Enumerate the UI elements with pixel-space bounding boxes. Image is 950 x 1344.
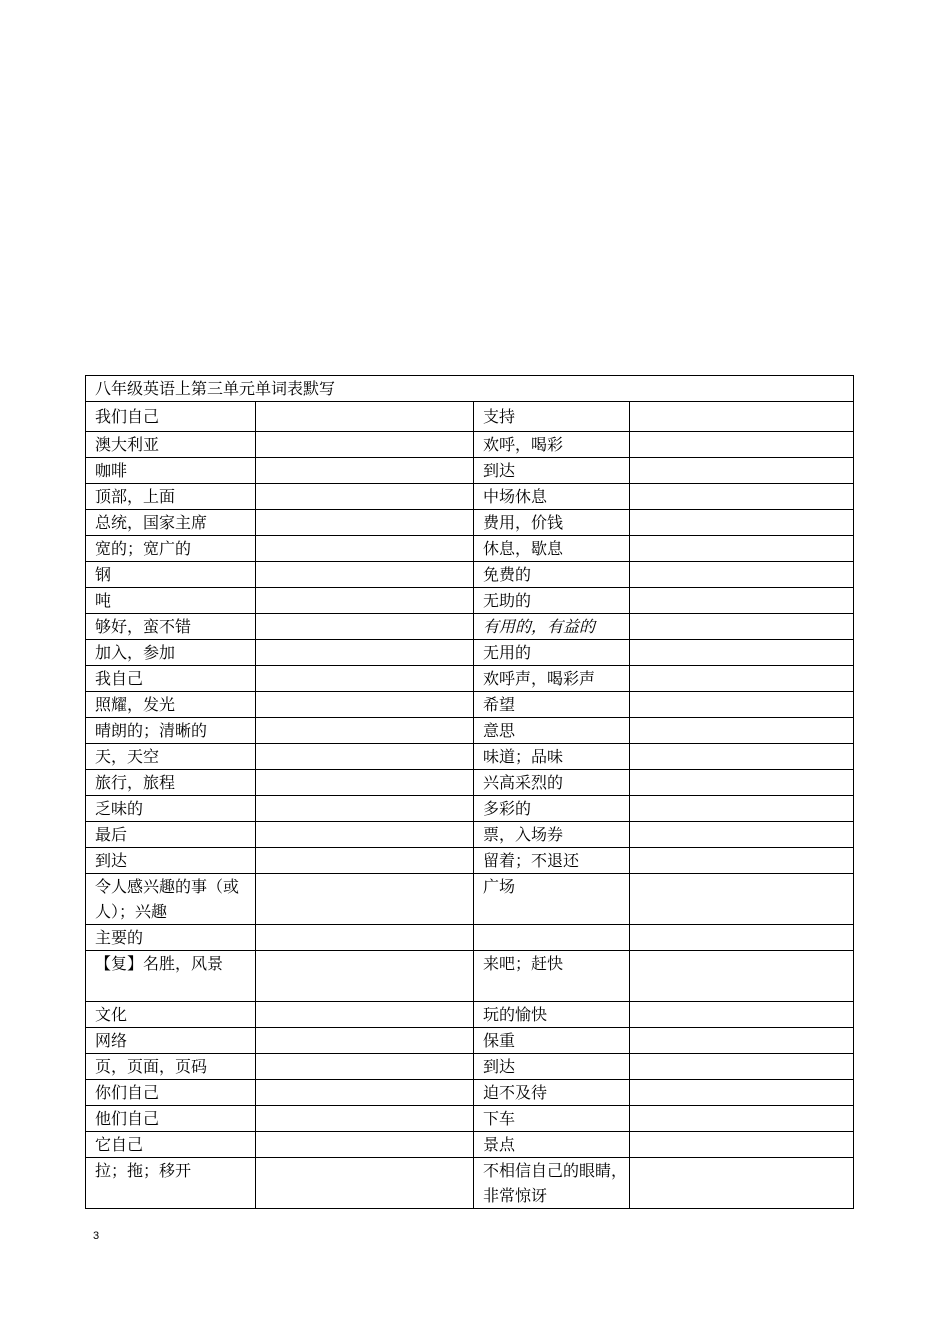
chinese-prompt-left: 澳大利亚 xyxy=(86,432,256,458)
chinese-prompt-right: 景点 xyxy=(474,1132,630,1158)
answer-cell-left[interactable] xyxy=(256,1158,474,1209)
answer-cell-right[interactable] xyxy=(630,718,854,744)
table-row xyxy=(86,1158,854,1209)
answer-cell-left[interactable] xyxy=(256,770,474,796)
table-row xyxy=(86,432,854,458)
answer-cell-right[interactable] xyxy=(630,510,854,536)
table-row xyxy=(86,1002,854,1028)
chinese-prompt-left: 总统，国家主席 xyxy=(86,510,256,536)
chinese-prompt-left: 令人感兴趣的事（或人）；兴趣 xyxy=(86,874,256,925)
answer-cell-right[interactable] xyxy=(630,1054,854,1080)
answer-cell-right[interactable] xyxy=(630,744,854,770)
table-row xyxy=(86,796,854,822)
answer-cell-left[interactable] xyxy=(256,458,474,484)
chinese-prompt-right: 无用的 xyxy=(474,640,630,666)
chinese-prompt-left: 【复】名胜，风景 xyxy=(86,951,256,1002)
chinese-prompt-right: 多彩的 xyxy=(474,796,630,822)
chinese-prompt-right: 欢呼声，喝彩声 xyxy=(474,666,630,692)
answer-cell-right[interactable] xyxy=(630,770,854,796)
answer-cell-right[interactable] xyxy=(630,796,854,822)
chinese-prompt-right: 下车 xyxy=(474,1106,630,1132)
answer-cell-left[interactable] xyxy=(256,1028,474,1054)
answer-cell-right[interactable] xyxy=(630,874,854,925)
answer-cell-right[interactable] xyxy=(630,588,854,614)
answer-cell-left[interactable] xyxy=(256,484,474,510)
chinese-prompt-left: 咖啡 xyxy=(86,458,256,484)
answer-cell-right[interactable] xyxy=(630,692,854,718)
answer-cell-left[interactable] xyxy=(256,1080,474,1106)
table-row xyxy=(86,510,854,536)
table-row xyxy=(86,770,854,796)
table-row xyxy=(86,744,854,770)
chinese-prompt-left: 最后 xyxy=(86,822,256,848)
table-row xyxy=(86,1132,854,1158)
answer-cell-right[interactable] xyxy=(630,1132,854,1158)
answer-cell-right[interactable] xyxy=(630,1028,854,1054)
answer-cell-right[interactable] xyxy=(630,951,854,1002)
table-row xyxy=(86,1054,854,1080)
chinese-prompt-right: 无助的 xyxy=(474,588,630,614)
chinese-prompt-left: 文化 xyxy=(86,1002,256,1028)
chinese-prompt-right: 休息，歇息 xyxy=(474,536,630,562)
chinese-prompt-right: 欢呼，喝彩 xyxy=(474,432,630,458)
answer-cell-left[interactable] xyxy=(256,432,474,458)
answer-cell-right[interactable] xyxy=(630,536,854,562)
chinese-prompt-left: 乏味的 xyxy=(86,796,256,822)
chinese-prompt-right: 保重 xyxy=(474,1028,630,1054)
table-row xyxy=(86,402,854,432)
answer-cell-left[interactable] xyxy=(256,718,474,744)
table-title-row xyxy=(86,376,854,402)
chinese-prompt-right: 中场休息 xyxy=(474,484,630,510)
answer-cell-right[interactable] xyxy=(630,402,854,432)
chinese-prompt-left: 够好，蛮不错 xyxy=(86,614,256,640)
answer-cell-left[interactable] xyxy=(256,796,474,822)
answer-cell-left[interactable] xyxy=(256,666,474,692)
chinese-prompt-left: 加入，参加 xyxy=(86,640,256,666)
chinese-prompt-right: 不相信自己的眼睛，非常惊讶 xyxy=(474,1158,630,1209)
chinese-prompt-right: 有用的，有益的 xyxy=(474,614,630,640)
answer-cell-right[interactable] xyxy=(630,925,854,951)
table-row xyxy=(86,1106,854,1132)
answer-cell-left[interactable] xyxy=(256,1106,474,1132)
chinese-prompt-left: 旅行，旅程 xyxy=(86,770,256,796)
chinese-prompt-right: 兴高采烈的 xyxy=(474,770,630,796)
table-row xyxy=(86,822,854,848)
answer-cell-right[interactable] xyxy=(630,432,854,458)
answer-cell-right[interactable] xyxy=(630,484,854,510)
table-row xyxy=(86,536,854,562)
answer-cell-right[interactable] xyxy=(630,562,854,588)
answer-cell-left[interactable] xyxy=(256,744,474,770)
answer-cell-left[interactable] xyxy=(256,562,474,588)
table-row xyxy=(86,1028,854,1054)
chinese-prompt-left: 主要的 xyxy=(86,925,256,951)
table-row xyxy=(86,562,854,588)
answer-cell-right[interactable] xyxy=(630,822,854,848)
table-row xyxy=(86,484,854,510)
answer-cell-right[interactable] xyxy=(630,640,854,666)
chinese-prompt-left: 页，页面，页码 xyxy=(86,1054,256,1080)
chinese-prompt-left: 网络 xyxy=(86,1028,256,1054)
table-row xyxy=(86,951,854,1002)
page-number: 3 xyxy=(93,1230,100,1242)
chinese-prompt-right: 味道；品味 xyxy=(474,744,630,770)
chinese-prompt-left: 吨 xyxy=(86,588,256,614)
chinese-prompt-left: 钢 xyxy=(86,562,256,588)
table-row xyxy=(86,666,854,692)
answer-cell-left[interactable] xyxy=(256,925,474,951)
table-row xyxy=(86,588,854,614)
answer-cell-right[interactable] xyxy=(630,666,854,692)
chinese-prompt-left: 你们自己 xyxy=(86,1080,256,1106)
answer-cell-left[interactable] xyxy=(256,402,474,432)
answer-cell-left[interactable] xyxy=(256,874,474,925)
chinese-prompt-left: 顶部，上面 xyxy=(86,484,256,510)
answer-cell-left[interactable] xyxy=(256,640,474,666)
chinese-prompt-left: 天，天空 xyxy=(86,744,256,770)
chinese-prompt-left: 我自己 xyxy=(86,666,256,692)
table-row xyxy=(86,1080,854,1106)
answer-cell-left[interactable] xyxy=(256,822,474,848)
chinese-prompt-right: 票，入场券 xyxy=(474,822,630,848)
answer-cell-right[interactable] xyxy=(630,1106,854,1132)
chinese-prompt-right: 希望 xyxy=(474,692,630,718)
chinese-prompt-right: 留着；不退还 xyxy=(474,848,630,874)
answer-cell-left[interactable] xyxy=(256,510,474,536)
chinese-prompt-right: 玩的愉快 xyxy=(474,1002,630,1028)
chinese-prompt-right: 费用，价钱 xyxy=(474,510,630,536)
chinese-prompt-right: 支持 xyxy=(474,402,630,432)
answer-cell-right[interactable] xyxy=(630,1080,854,1106)
chinese-prompt-right: 迫不及待 xyxy=(474,1080,630,1106)
table-row xyxy=(86,925,854,951)
answer-cell-right[interactable] xyxy=(630,458,854,484)
answer-cell-left[interactable] xyxy=(256,1002,474,1028)
chinese-prompt-left: 晴朗的；清晰的 xyxy=(86,718,256,744)
table-row xyxy=(86,718,854,744)
answer-cell-left[interactable] xyxy=(256,1132,474,1158)
chinese-prompt-left: 它自己 xyxy=(86,1132,256,1158)
chinese-prompt-right xyxy=(474,925,630,951)
answer-cell-right[interactable] xyxy=(630,1002,854,1028)
answer-cell-left[interactable] xyxy=(256,614,474,640)
vocabulary-table xyxy=(85,375,854,1209)
answer-cell-right[interactable] xyxy=(630,848,854,874)
chinese-prompt-right: 广场 xyxy=(474,874,630,925)
chinese-prompt-left: 到达 xyxy=(86,848,256,874)
answer-cell-left[interactable] xyxy=(256,536,474,562)
chinese-prompt-left: 他们自己 xyxy=(86,1106,256,1132)
table-title: 八年级英语上第三单元单词表默写 xyxy=(86,376,854,402)
table-row xyxy=(86,458,854,484)
chinese-prompt-left: 照耀，发光 xyxy=(86,692,256,718)
chinese-prompt-right: 到达 xyxy=(474,1054,630,1080)
answer-cell-left[interactable] xyxy=(256,1054,474,1080)
chinese-prompt-left: 宽的；宽广的 xyxy=(86,536,256,562)
answer-cell-left[interactable] xyxy=(256,951,474,1002)
answer-cell-left[interactable] xyxy=(256,848,474,874)
table-row xyxy=(86,640,854,666)
answer-cell-right[interactable] xyxy=(630,1158,854,1209)
chinese-prompt-left: 拉；拖；移开 xyxy=(86,1158,256,1209)
chinese-prompt-left: 我们自己 xyxy=(86,402,256,432)
table-row xyxy=(86,692,854,718)
chinese-prompt-right: 免费的 xyxy=(474,562,630,588)
table-row xyxy=(86,848,854,874)
answer-cell-right[interactable] xyxy=(630,614,854,640)
table-row xyxy=(86,874,854,925)
chinese-prompt-right: 到达 xyxy=(474,458,630,484)
answer-cell-left[interactable] xyxy=(256,588,474,614)
chinese-prompt-right: 意思 xyxy=(474,718,630,744)
answer-cell-left[interactable] xyxy=(256,692,474,718)
chinese-prompt-right: 来吧；赶快 xyxy=(474,951,630,1002)
table-row xyxy=(86,614,854,640)
